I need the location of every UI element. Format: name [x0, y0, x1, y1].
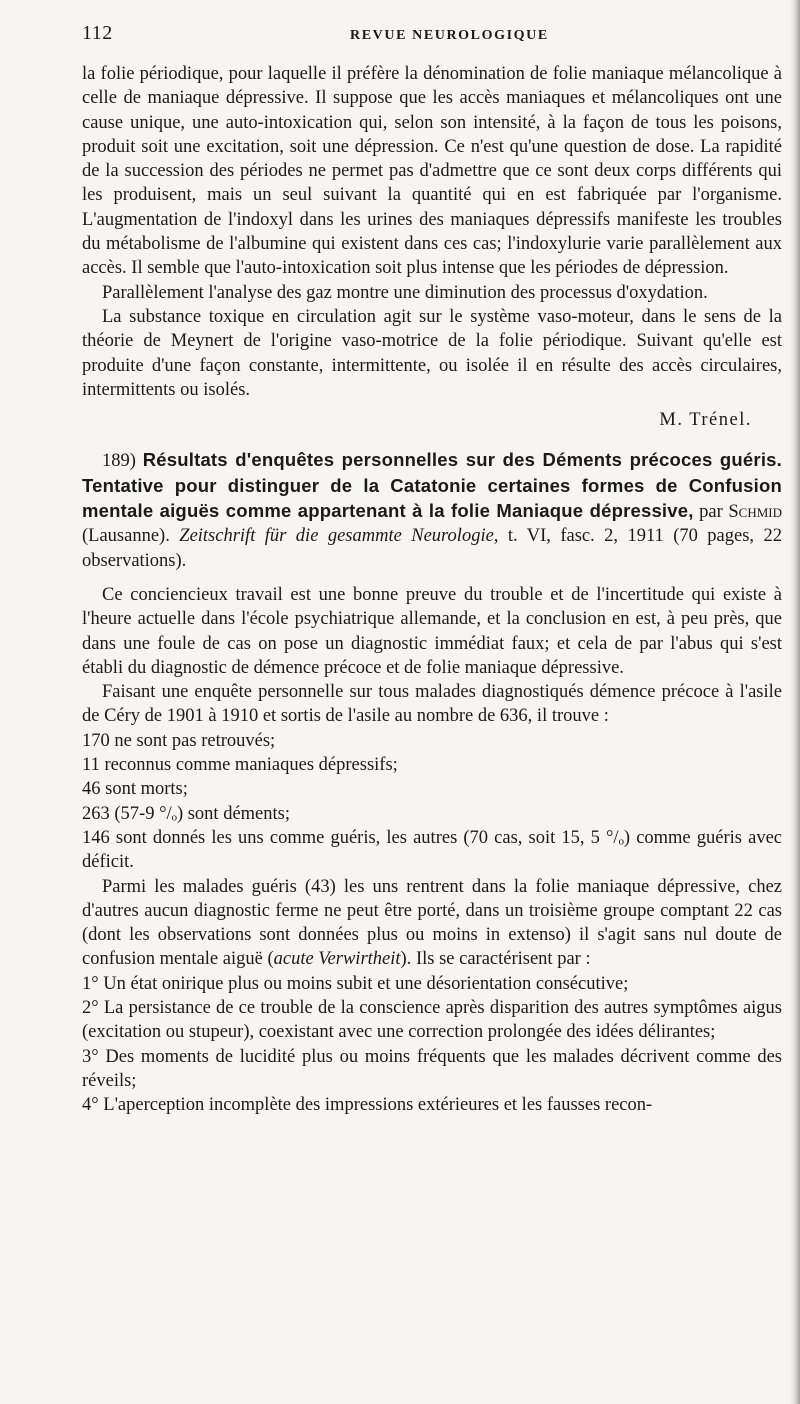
paragraph: [82, 875, 782, 972]
article-journal: Zeitschrift für die gesammte Neurologie,: [179, 526, 499, 547]
paragraph-text: ). Ils se caractérisent par :: [400, 949, 591, 970]
article-by: par: [699, 502, 723, 523]
paragraph: Ce concienciеux travail est une bonne preuve du trouble et de l'incertitude qui existe à l'heure actuelle dans l'école psychiatrique allemande, et la conclusion en est, à peu près, que dans une foule de cas on pose un diagnostic immédiat faux; et cela de par l'abus qui s'est établi du diagnostic de démence précoce et de folie maniaque dépressive.: [82, 584, 782, 678]
article-number: 189): [102, 451, 136, 472]
paragraph: Parallèlement l'analyse des gaz montre une diminution des processus d'oxydation.: [102, 282, 708, 303]
review-signature: M. Trénel.: [659, 410, 752, 431]
list-item: 263 (57-9 °/ₒ) sont déments;: [82, 803, 290, 824]
list-item: 11 reconnus comme maniaques dépressifs;: [82, 755, 398, 776]
article-citation: t. VI, fasc. 2, 1911 (70 pages, 22 observations).: [82, 526, 782, 571]
article-author: Schmid: [728, 502, 782, 523]
paragraph-text: Parmi les malades guéris (43) les uns rentrent dans la folie maniaque dépressive, chez d'autres aucun diagnostic ferme ne peut être porté, dans un troisième groupe comptant 22 cas (dont les observations sont données plus ou moins in extenso) il s'agit sans nul doute de confusion mentale aiguë (: [82, 876, 782, 970]
spacer: [82, 573, 782, 583]
page-number: 112: [82, 22, 113, 44]
list-item: 170 ne sont pas retrouvés;: [82, 730, 276, 751]
running-head: REVUE NEUROLOGIQUE: [350, 28, 549, 43]
article-place: (Lausanne).: [82, 526, 170, 547]
article-heading: [82, 448, 782, 572]
paragraph: la folie périodique, pour laquelle il préfère la dénomination de folie maniaque mélancolique à celle de maniaque dépressive. Il suppose que les accès maniaques et mélancoliques ont une cause unique, une auto-intoxication qui, selon son intensité, à la façon de tous les poisons, produit soit une excitation, soit une dépression. Ce n'est qu'une question de dose. La rapidité de la succession des périodes ne permet pas d'admettre que ce sont deux corps différents qui les produisent, mais un seul suivant la quantité qui en est fabriquée par l'organisme. L'augmentation de l'indoxyl dans les urines des maniaques dépressifs manifeste les troubles du métabolisme de l'albumine qui existent dans ces cas; l'indoxylurie varie parallèlement aux accès. Il semble que l'auto-intoxication soit plus intense que les périodes de dépression.: [82, 64, 782, 279]
page-edge-shadow: [790, 0, 800, 1404]
paragraph-italic: acute Verwirtheit: [273, 949, 401, 970]
body-text: [82, 62, 782, 1117]
numbered-point: 3° Des moments de lucidité plus ou moins fréquents que les malades décrivent comme des réveils;: [82, 1046, 782, 1091]
numbered-point: 2° La persistance de ce trouble de la conscience après disparition des autres symptômes aigus (excitation ou stupeur), coexistant avec une correction prolongée des idées délirantes;: [82, 997, 782, 1043]
paragraph: Faisant une enquête personnelle sur tous malades diagnostiqués démence précoce à l'asile de Céry de 1901 à 1910 et sortis de l'asile au nombre de 636, il trouve :: [82, 682, 782, 727]
page-header: [82, 22, 782, 50]
paragraph: La substance toxique en circulation agit sur le système vaso-moteur, dans le sens de la théorie de Meynert de l'origine vaso-motrice de la folie périodique. Suivant qu'elle est produite d'une façon constante, intermittente, ou isolée il en résulte des accès circulaires, intermittents ou isolés.: [82, 306, 782, 400]
article-title: Résultats d'enquêtes personnelles sur des Déments précoces guéris. Tentative pour distinguer de la Catatonie certaines formes de Confusion mentale aiguës comme appartenant à la folie Maniaque dépressive,: [82, 449, 782, 522]
list-item: 46 sont morts;: [82, 779, 188, 800]
numbered-point: 4° L'aperception incomplète des impressions extérieures et les fausses recon-: [82, 1095, 653, 1116]
list-item: 146 sont donnés les uns comme guéris, les autres (70 cas, soit 15, 5 °/ₒ) comme guéris avec déficit.: [82, 827, 782, 873]
numbered-point: 1° Un état onirique plus ou moins subit et une désorientation consécutive;: [82, 973, 629, 994]
